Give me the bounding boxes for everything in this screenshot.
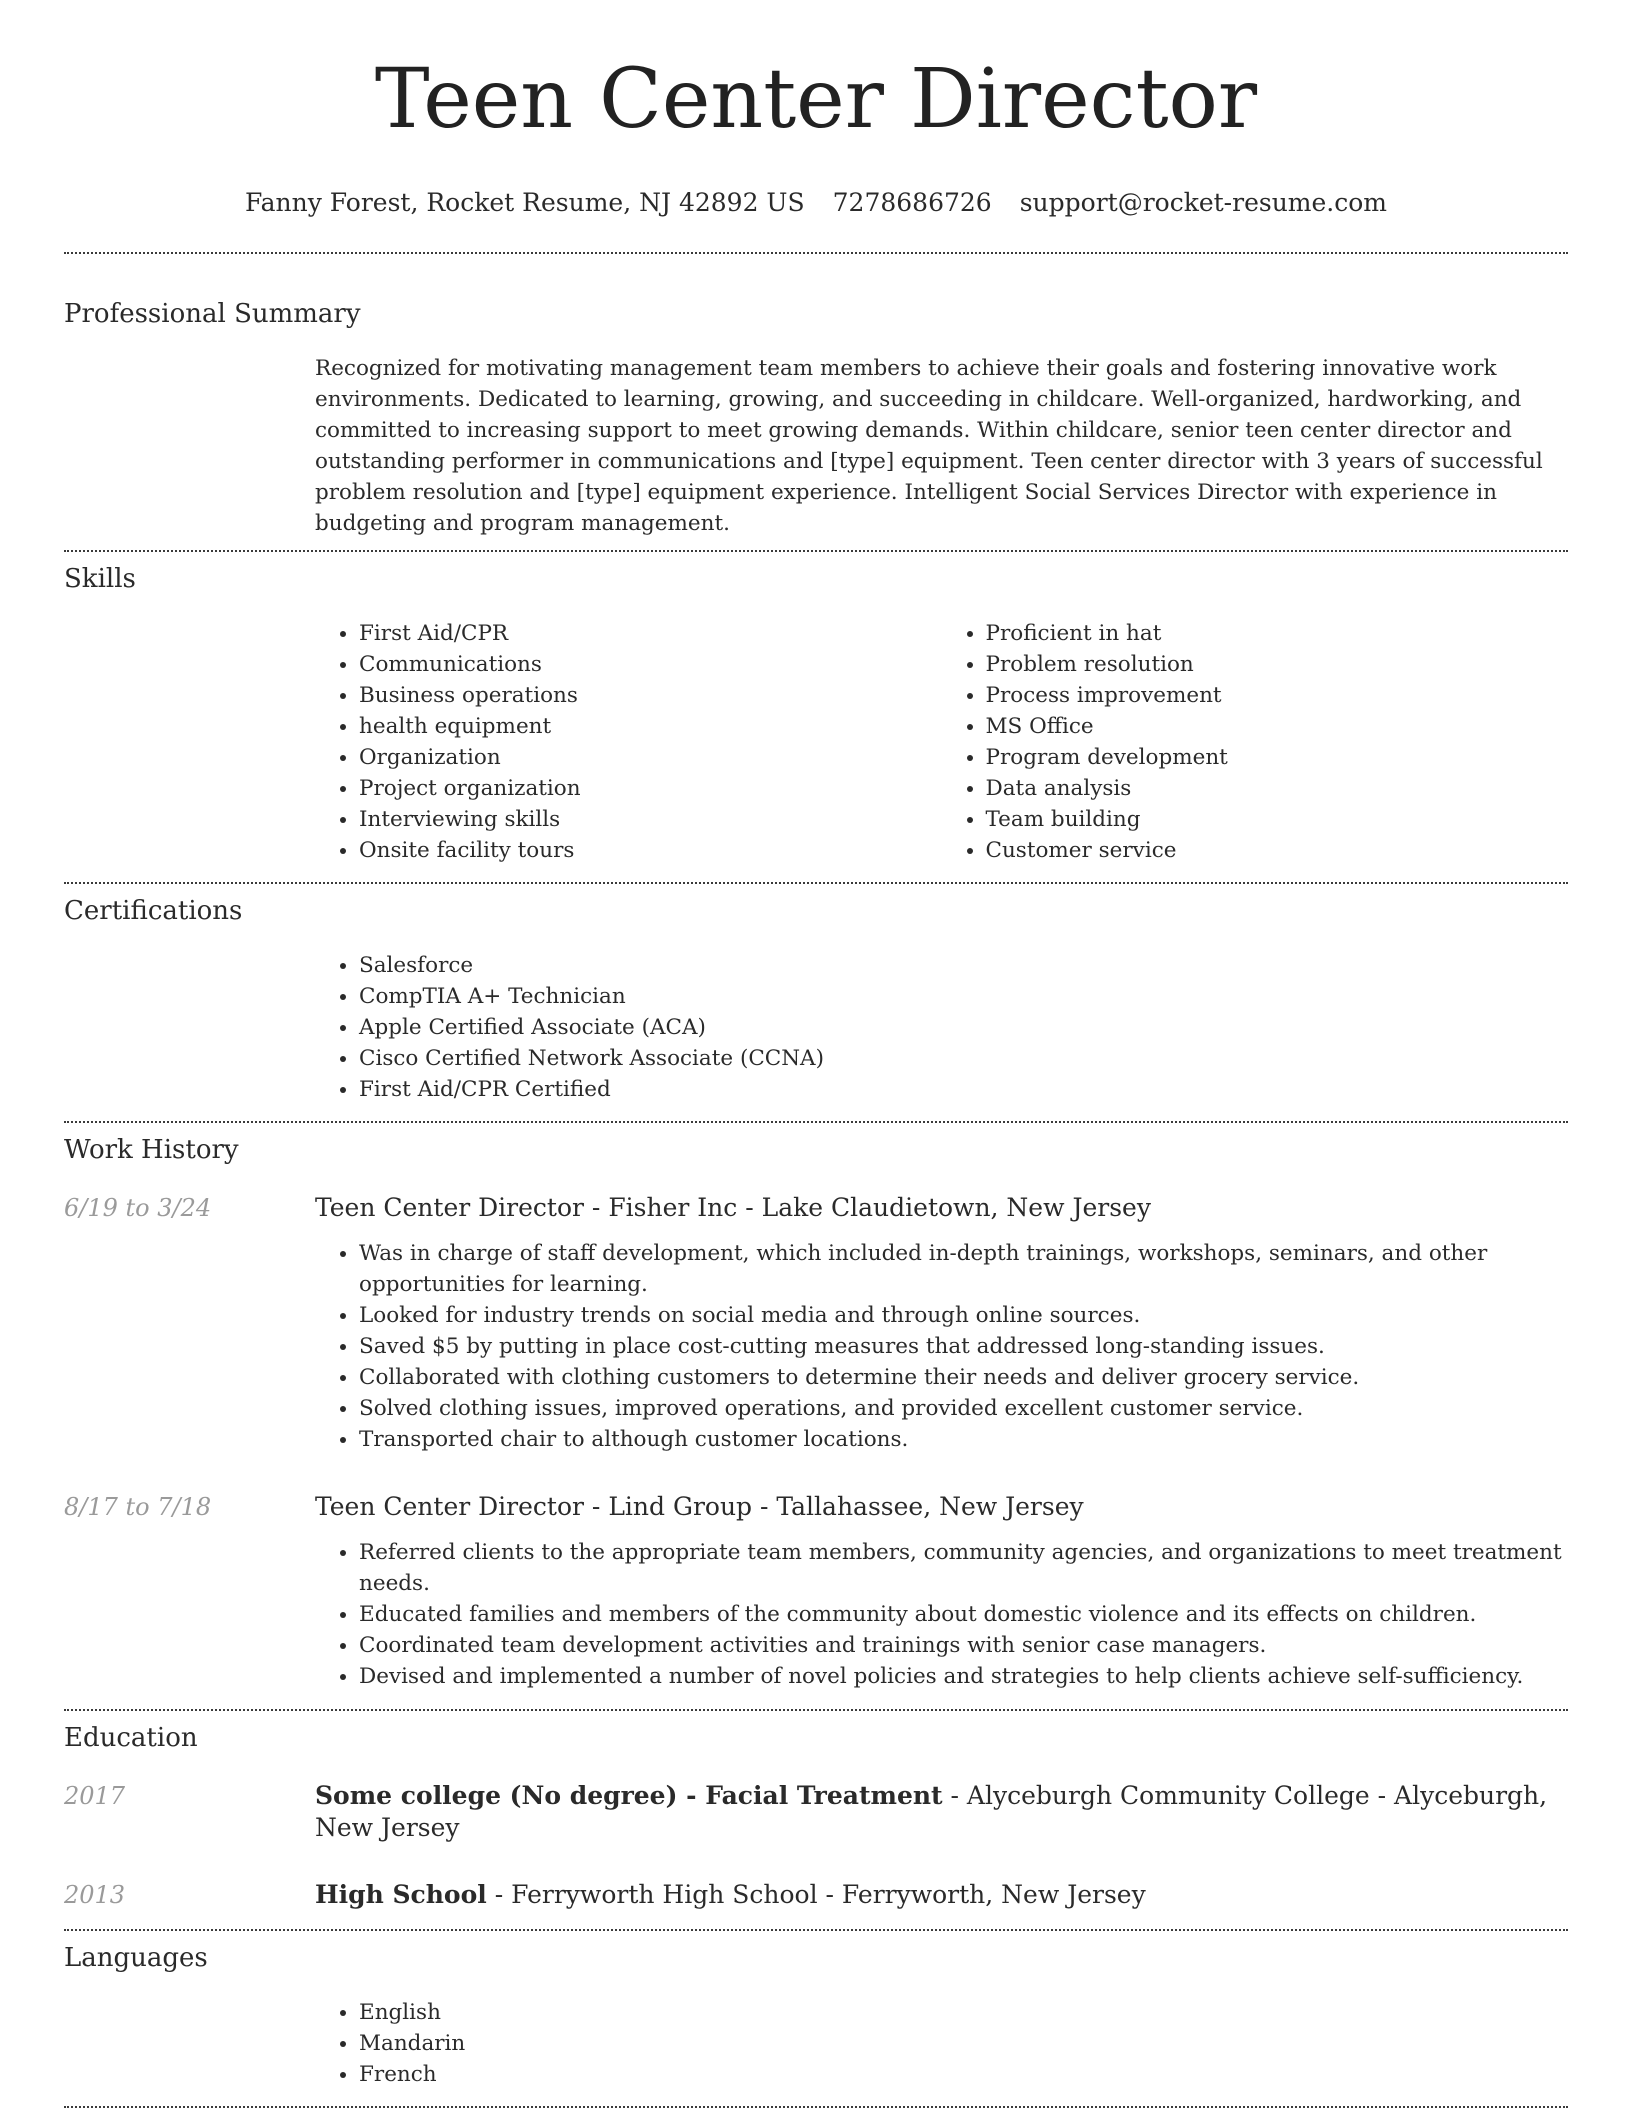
job-heading — [315, 1192, 1151, 1224]
job-bullet: • Collaborated with clothing customers to determine their needs and deliver grocery service. — [359, 1362, 1568, 1393]
languages-heading: Languages — [64, 1943, 208, 1973]
certifications-body — [315, 950, 1568, 1105]
skill-item: • Problem resolution — [986, 649, 1569, 680]
education-school: - Alyceburgh Community College - Alyceburgh, New Jersey — [315, 1781, 1548, 1842]
language-item: • Mandarin — [359, 2028, 1568, 2059]
job-bullet: • Solved clothing issues, improved operations, and provided excellent customer service. — [359, 1393, 1568, 1424]
education-section — [64, 1722, 1568, 1911]
certifications-heading: Certifications — [64, 896, 243, 926]
skill-item: • MS Office — [986, 711, 1569, 742]
skill-item: • Customer service — [986, 835, 1569, 866]
job-entry — [64, 1491, 1568, 1692]
skills-heading: Skills — [64, 564, 136, 594]
separator: - — [737, 1193, 762, 1222]
languages-body — [315, 1997, 1568, 2090]
separator: - — [583, 1492, 609, 1521]
skill-item: • Project organization — [359, 773, 942, 804]
summary-section — [64, 298, 1568, 539]
section-divider — [64, 1121, 1568, 1123]
contact-email[interactable]: support@rocket-resume.com — [1019, 188, 1388, 217]
section-divider — [64, 2106, 1568, 2108]
certification-item: • Salesforce — [359, 950, 1568, 981]
skills-grid — [315, 618, 1568, 866]
education-school: - Ferryworth High School - Ferryworth, New Jersey — [486, 1880, 1146, 1909]
summary-heading: Professional Summary — [64, 299, 361, 329]
skill-item: • First Aid/CPR — [359, 618, 942, 649]
certifications-list — [315, 950, 1568, 1105]
job-bullet: • Looked for industry trends on social media and through online sources. — [359, 1300, 1568, 1331]
resume-title: Teen Center Director — [374, 52, 1258, 147]
language-item: • French — [359, 2059, 1568, 2090]
job-bullet: • Coordinated team development activities and trainings with senior case managers. — [359, 1630, 1568, 1661]
job-bullet: • Transported chair to although customer locations. — [359, 1424, 1568, 1455]
languages-section — [64, 1942, 1568, 2090]
summary-text: Recognized for motivating management team members to achieve their goals and fostering innovative work environments. Dedicated to learning, growing, and succeeding in childcare. Well-organized, hardworking, and committed to increasing support to meet growing demands. Within childcare, senior teen center director and outstanding performer in communications and [type] equipment. Teen center director with 3 years of successful problem resolution and [type] equipment experience. Intelligent Social Services Director with experience in budgeting and program management. — [315, 356, 1543, 536]
certification-item: • CompTIA A+ Technician — [359, 981, 1568, 1012]
job-bullets — [315, 1537, 1568, 1692]
education-year: 2017 — [64, 1782, 126, 1810]
education-entry — [64, 1780, 1568, 1844]
language-item: • English — [359, 1997, 1568, 2028]
skill-item: • Interviewing skills — [359, 804, 942, 835]
job-company: Fisher Inc — [608, 1193, 738, 1222]
skill-item: • Proficient in hat — [986, 618, 1569, 649]
separator: - — [752, 1492, 777, 1521]
skill-item: • Communications — [359, 649, 942, 680]
section-divider — [64, 550, 1568, 552]
job-heading — [315, 1491, 1084, 1523]
contact-line — [64, 188, 1568, 218]
certification-item: • First Aid/CPR Certified — [359, 1074, 1568, 1105]
skill-item: • Onsite facility tours — [359, 835, 942, 866]
certifications-section — [64, 895, 1568, 1105]
contact-phone: 7278686726 — [832, 188, 992, 217]
skill-item: • Process improvement — [986, 680, 1569, 711]
job-location: Tallahassee, New Jersey — [776, 1492, 1084, 1521]
skills-section — [64, 563, 1568, 866]
education-degree: Some college (No degree) - Facial Treatment — [315, 1781, 943, 1810]
job-bullet: • Educated families and members of the community about domestic violence and its effects on children. — [359, 1599, 1568, 1630]
education-degree: High School — [315, 1880, 487, 1909]
certification-item: • Apple Certified Associate (ACA) — [359, 1012, 1568, 1043]
contact-address: Fanny Forest, Rocket Resume, NJ 42892 US — [244, 188, 805, 217]
job-dates: 6/19 to 3/24 — [64, 1194, 212, 1222]
job-bullets — [315, 1238, 1568, 1455]
skill-item: • Team building — [986, 804, 1569, 835]
skill-item: • Organization — [359, 742, 942, 773]
resume-page — [64, 0, 1568, 2108]
skill-item: • Program development — [986, 742, 1569, 773]
job-location: Lake Claudietown, New Jersey — [761, 1193, 1151, 1222]
separator: - — [583, 1193, 609, 1222]
section-divider — [64, 882, 1568, 884]
job-title: Teen Center Director — [315, 1492, 584, 1521]
education-year: 2013 — [64, 1881, 126, 1909]
skills-list-left — [315, 618, 942, 866]
job-bullet: • Devised and implemented a number of novel policies and strategies to help clients achieve self-sufficiency. — [359, 1661, 1568, 1692]
skill-item: • Business operations — [359, 680, 942, 711]
work-heading: Work History — [64, 1135, 239, 1165]
education-entry — [64, 1879, 1568, 1911]
job-dates: 8/17 to 7/18 — [64, 1493, 212, 1521]
job-bullet: • Was in charge of staff development, which included in-depth trainings, workshops, seminars, and other opportunities for learning. — [359, 1238, 1568, 1300]
section-divider — [64, 252, 1568, 254]
certification-item: • Cisco Certified Network Associate (CCNA) — [359, 1043, 1568, 1074]
skill-item: • Data analysis — [986, 773, 1569, 804]
languages-list — [315, 1997, 1568, 2090]
job-company: Lind Group — [608, 1492, 753, 1521]
skill-item: • health equipment — [359, 711, 942, 742]
job-entry — [64, 1192, 1568, 1455]
job-bullet: • Saved $5 by putting in place cost-cutting measures that addressed long-standing issues. — [359, 1331, 1568, 1362]
section-divider — [64, 1929, 1568, 1931]
section-divider — [64, 1709, 1568, 1711]
skills-list-right — [942, 618, 1569, 866]
education-heading: Education — [64, 1723, 198, 1753]
work-section — [64, 1134, 1568, 1692]
job-bullet: • Referred clients to the appropriate team members, community agencies, and organizations to meet treatment needs. — [359, 1537, 1568, 1599]
summary-body — [315, 353, 1568, 539]
job-title: Teen Center Director — [315, 1193, 584, 1222]
